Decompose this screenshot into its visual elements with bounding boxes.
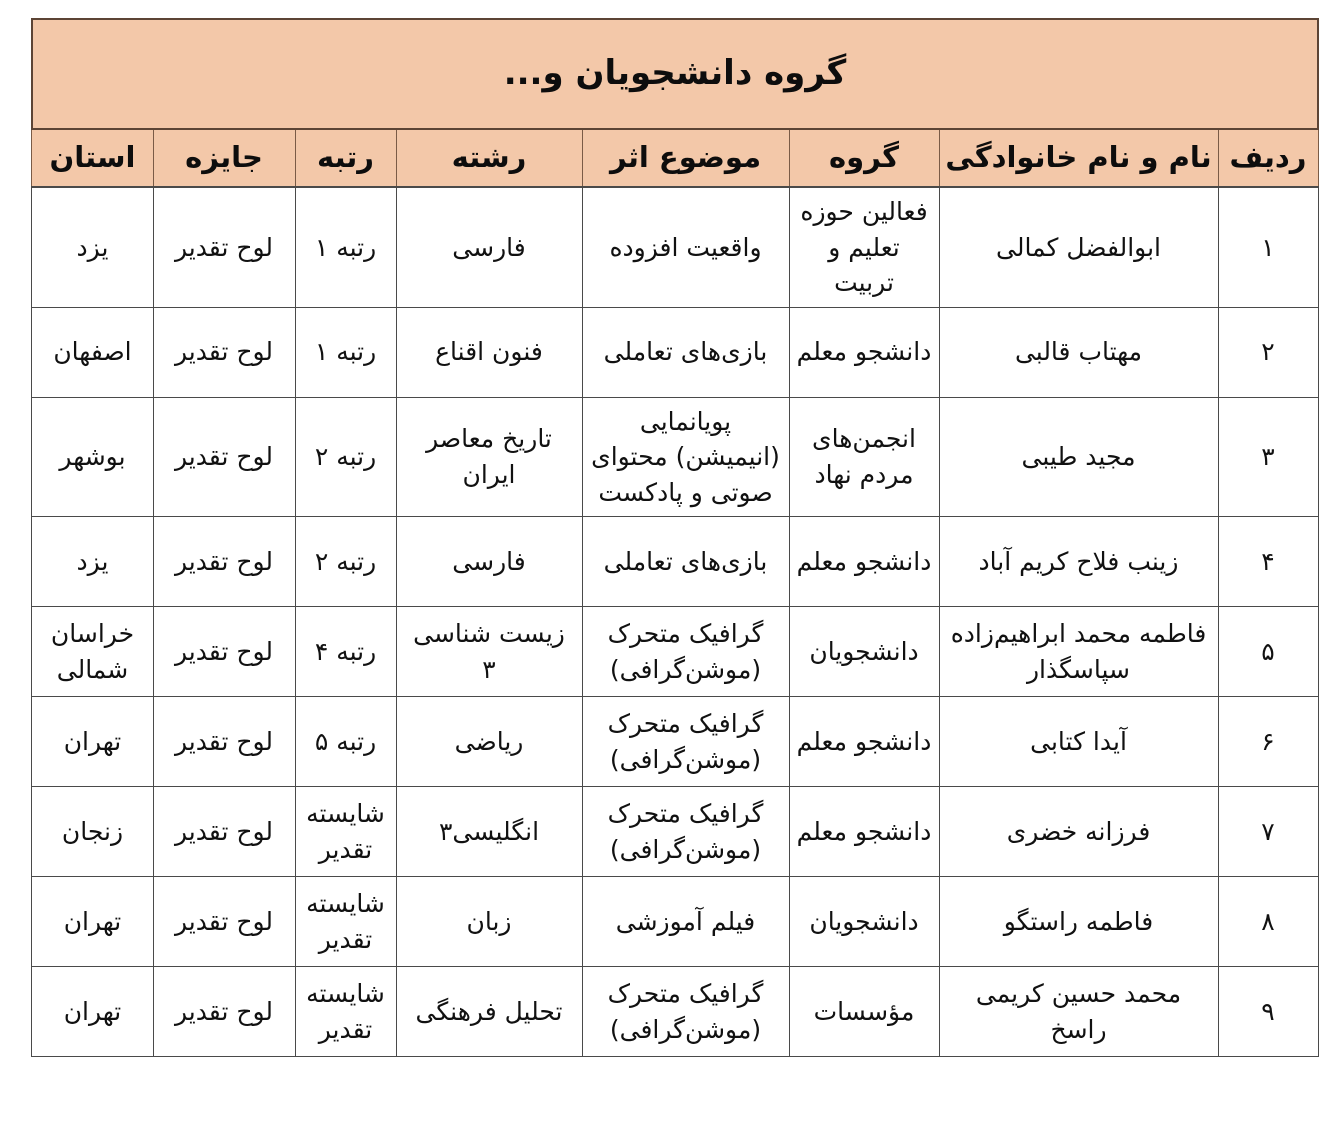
- cell-province: یزد: [32, 517, 153, 607]
- cell-group: دانشجو معلم: [789, 787, 939, 877]
- cell-radif: ۶: [1218, 697, 1318, 787]
- cell-subject: بازی‌های تعاملی: [582, 517, 789, 607]
- cell-group: مؤسسات: [789, 967, 939, 1057]
- cell-prize: لوح تقدیر: [153, 397, 295, 517]
- awards-table: [31, 18, 1319, 1057]
- cell-radif: ۸: [1218, 877, 1318, 967]
- cell-prize: لوح تقدیر: [153, 307, 295, 397]
- cell-province: خراسان شمالی: [32, 607, 153, 697]
- column-header-rank: رتبه: [295, 129, 396, 187]
- cell-rank: رتبه ۵: [295, 697, 396, 787]
- cell-rank: رتبه ۲: [295, 517, 396, 607]
- cell-radif: ۷: [1218, 787, 1318, 877]
- cell-rank: رتبه ۲: [295, 397, 396, 517]
- cell-rank: شایسته تقدیر: [295, 877, 396, 967]
- cell-field: زیست شناسی ۳: [396, 607, 582, 697]
- cell-prize: لوح تقدیر: [153, 517, 295, 607]
- cell-radif: ۹: [1218, 967, 1318, 1057]
- cell-field: فنون اقناع: [396, 307, 582, 397]
- cell-province: زنجان: [32, 787, 153, 877]
- column-header-group: گروه: [789, 129, 939, 187]
- table-row: [32, 517, 1318, 607]
- cell-name: مهتاب قالبی: [939, 307, 1218, 397]
- table-row: [32, 787, 1318, 877]
- table-head: [32, 19, 1318, 187]
- cell-subject: فیلم آموزشی: [582, 877, 789, 967]
- cell-field: زبان: [396, 877, 582, 967]
- cell-name: محمد حسین کریمی راسخ: [939, 967, 1218, 1057]
- column-header-name: نام و نام خانوادگی: [939, 129, 1218, 187]
- cell-subject: گرافیک متحرک (موشن‌گرافی): [582, 607, 789, 697]
- cell-subject: واقعیت افزوده: [582, 187, 789, 307]
- cell-prize: لوح تقدیر: [153, 877, 295, 967]
- cell-subject: گرافیک متحرک (موشن‌گرافی): [582, 697, 789, 787]
- cell-rank: رتبه ۴: [295, 607, 396, 697]
- cell-rank: رتبه ۱: [295, 187, 396, 307]
- cell-field: تحلیل فرهنگی: [396, 967, 582, 1057]
- cell-subject: گرافیک متحرک (موشن‌گرافی): [582, 967, 789, 1057]
- cell-province: یزد: [32, 187, 153, 307]
- cell-prize: لوح تقدیر: [153, 697, 295, 787]
- cell-radif: ۳: [1218, 397, 1318, 517]
- column-header-prize: جایزه: [153, 129, 295, 187]
- table-row: [32, 697, 1318, 787]
- table-row: [32, 307, 1318, 397]
- cell-province: تهران: [32, 697, 153, 787]
- table-body: [32, 187, 1318, 1057]
- cell-field: فارسی: [396, 517, 582, 607]
- column-header-subject: موضوع اثر: [582, 129, 789, 187]
- cell-name: فاطمه راستگو: [939, 877, 1218, 967]
- cell-subject: پویانمایی (انیمیشن) محتوای صوتی و پادکست: [582, 397, 789, 517]
- table-row: [32, 607, 1318, 697]
- cell-rank: رتبه ۱: [295, 307, 396, 397]
- cell-group: دانشجو معلم: [789, 307, 939, 397]
- cell-field: انگلیسی۳: [396, 787, 582, 877]
- cell-field: تاریخ معاصر ایران: [396, 397, 582, 517]
- cell-subject: بازی‌های تعاملی: [582, 307, 789, 397]
- table-row: [32, 967, 1318, 1057]
- cell-province: بوشهر: [32, 397, 153, 517]
- cell-name: مجید طیبی: [939, 397, 1218, 517]
- table-row: [32, 187, 1318, 307]
- cell-rank: شایسته تقدیر: [295, 967, 396, 1057]
- cell-subject: گرافیک متحرک (موشن‌گرافی): [582, 787, 789, 877]
- cell-name: فرزانه خضری: [939, 787, 1218, 877]
- table-header-row: [32, 129, 1318, 187]
- cell-rank: شایسته تقدیر: [295, 787, 396, 877]
- column-header-province: استان: [32, 129, 153, 187]
- cell-field: فارسی: [396, 187, 582, 307]
- cell-group: دانشجو معلم: [789, 697, 939, 787]
- table-row: [32, 397, 1318, 517]
- cell-province: تهران: [32, 877, 153, 967]
- cell-name: فاطمه محمد ابراهیم‌زاده سپاسگذار: [939, 607, 1218, 697]
- cell-prize: لوح تقدیر: [153, 967, 295, 1057]
- cell-radif: ۱: [1218, 187, 1318, 307]
- table-title-row: [32, 19, 1318, 129]
- cell-radif: ۵: [1218, 607, 1318, 697]
- cell-name: ابوالفضل کمالی: [939, 187, 1218, 307]
- cell-name: زینب فلاح کریم آباد: [939, 517, 1218, 607]
- cell-group: دانشجویان: [789, 877, 939, 967]
- table-title: گروه دانشجویان و...: [32, 19, 1318, 129]
- cell-radif: ۴: [1218, 517, 1318, 607]
- cell-province: تهران: [32, 967, 153, 1057]
- column-header-field: رشته: [396, 129, 582, 187]
- cell-name: آیدا کتابی: [939, 697, 1218, 787]
- column-header-radif: ردیف: [1218, 129, 1318, 187]
- cell-prize: لوح تقدیر: [153, 787, 295, 877]
- cell-field: ریاضی: [396, 697, 582, 787]
- cell-province: اصفهان: [32, 307, 153, 397]
- cell-group: انجمن‌های مردم نهاد: [789, 397, 939, 517]
- cell-group: فعالین حوزه تعلیم و تربیت: [789, 187, 939, 307]
- cell-group: دانشجویان: [789, 607, 939, 697]
- cell-group: دانشجو معلم: [789, 517, 939, 607]
- cell-prize: لوح تقدیر: [153, 607, 295, 697]
- cell-prize: لوح تقدیر: [153, 187, 295, 307]
- table-row: [32, 877, 1318, 967]
- cell-radif: ۲: [1218, 307, 1318, 397]
